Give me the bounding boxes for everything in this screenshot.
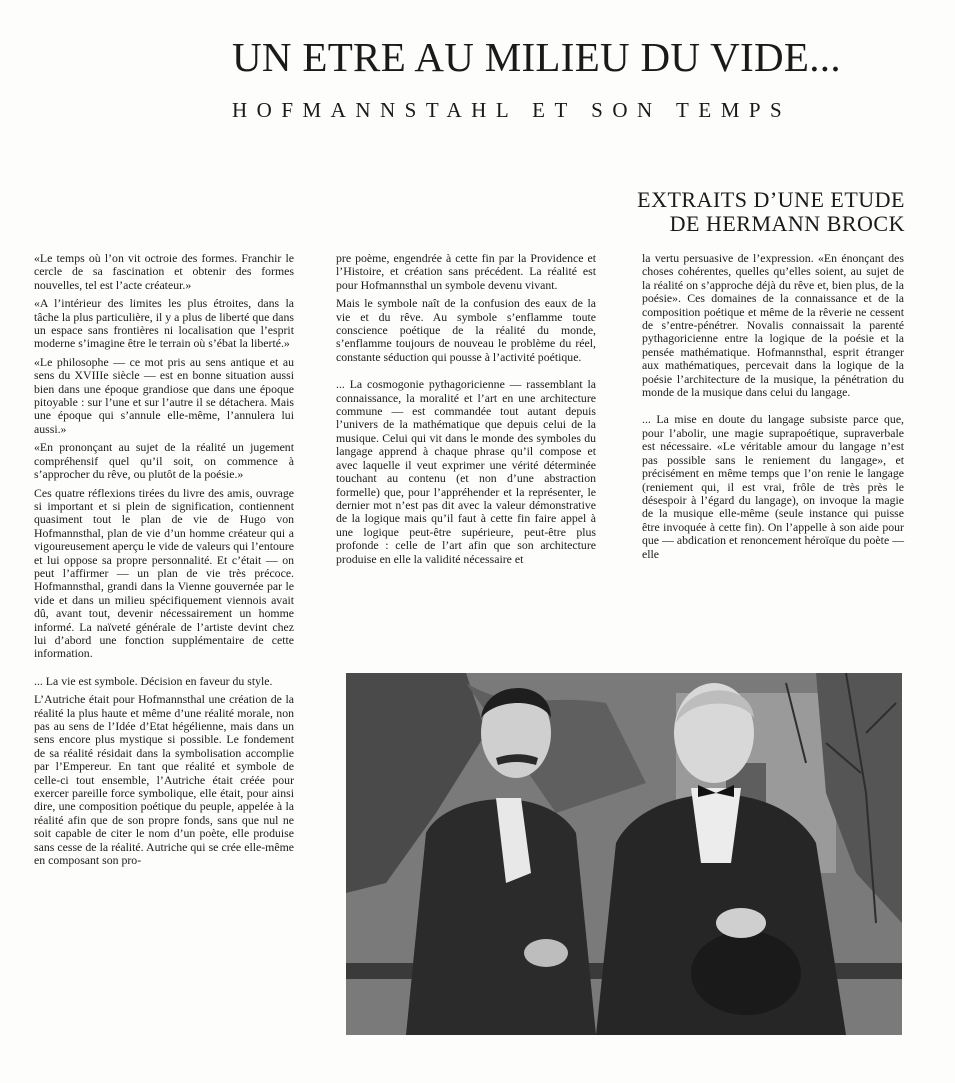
two-men-photograph-icon: [346, 673, 902, 1035]
section-title-line1: EXTRAITS D’UNE ETUDE: [637, 187, 905, 212]
paragraph: la vertu persuasive de l’expression. «En énonçant des choses cohérentes, quelles qu’elles soient, au sujet de la réalité on s’approche déjà du rêve et, bien plus, de la poésie». Ces domaines de la connaissance et de la composition poétique et même de la rêverie ne cessent de s’entre-pénétrer. Novalis connaissait la parenté pythagoricienne entre la logique de la poésie et la pensée mathématique. Hofmannsthal, esprit étranger aux mathématiques, percevait dans la logique de la poésie l’architecture de la musique, la pénétration du monde de la musique dans celui du langage.: [642, 251, 904, 400]
text-column-1: [34, 252, 294, 1052]
paragraph: L’Autriche était pour Hofmannsthal une création de la réalité la plus haute et même d’une réalité morale, non pas au sens de l’Idée d’Etat hégélienne, mais dans un sens encore plus mystique si possible. Le fondement de sa réalité résidait dans la symbolisation accomplie par l’Empereur. En tant que réalité et symbole de celle-ci tout ensemble, l’Autriche était créée pour exercer pareille force symbolique, elle était, pour ainsi dire, une composition poétique du peuple, appelée à la réalité afin que de son propre fonds, sans que nul ne soit capable de citer le nom d’un poète, elle produise sans cesse de la réalité. Autriche qui se crée elle-même en composant son pro-: [34, 692, 294, 868]
paragraph: pre poème, engendrée à cette fin par la Providence et l’Histoire, et création sans précédent. La réalité est pour Hofmannsthal un symbole devenu vivant.: [336, 251, 596, 292]
paragraph: ... La mise en doute du langage subsiste parce que, pour l’abolir, une magie suprapoétique, supraverbale est nécessaire. «Le véritable amour du langage n’est pas possible sans le reniement du langage», et précisément en même temps que l’on renie le langage (reniement qui, il est vrai, frôle de très près le désespoir à l’égard du langage), on invoque la magie de la musique elle-même (seule instance qui puisse être invoquée à cette fin). On l’appelle à son aide pour que — abdication et renoncement héroïque du poète — elle: [642, 412, 904, 561]
paragraph: Mais le symbole naît de la confusion des eaux de la vie et du rêve. Au symbole s’enflamme toute conscience poétique de la réalité du monde, s’enflamme toujours de nouveau le problème du réel, constante séduction qui pousse à l’activité poétique.: [336, 296, 596, 364]
paragraph: «Le philosophe — ce mot pris au sens antique et au sens du XVIIIe siècle — est en bonne situation aussi bien dans une époque grandiose que dans une époque pitoyable : sur l’une et sur l’autre il se détachera. Mais une époque qui s’annule elle-même, l’annulera lui aussi.»: [34, 354, 294, 436]
paragraph: ... La cosmogonie pythagoricienne — rassemblant la connaissance, la moralité et l’art en une architecture commune — est commandée tout autant depuis l’univers de la mathématique que depuis celui de la musique. Celui qui vit dans le monde des symboles du langage apprend à chaque phrase qu’il compose et avec laquelle il veut exprimer une vérité déterminée touchant au contenu (et non d’une abstraction formelle) que, pour l’appréhender et la représenter, le dernier mot n’est pas dit avec la valeur démonstrative de la logique mais qu’il faut à cette fin faire appel à une logique peut-être supérieure, peut-être plus profonde : celle de l’art afin que son architecture produise en elle la validité nécessaire et: [336, 377, 596, 566]
paragraph: «A l’intérieur des limites les plus étroites, dans la tâche la plus particulière, il y a plus de liberté que dans un espace sans frontières ni localisation que l’esprit moderne s’imagine être le terrain où s’ébat la liberté.»: [34, 296, 294, 351]
section-title: [637, 188, 905, 236]
paragraph: Ces quatre réflexions tirées du livre des amis, ouvrage si important et si plein de signification, contiennent quasiment tout le plan de vie de Hugo von Hofmannsthal, plan de vie d’un homme créateur qui a vigoureusement aperçu le vide de valeurs qui l’entoure et lui oppose sa propre personnalité. Et c’était — on peut l’affirmer — un plan de vie très précoce. Hofmannsthal, grandi dans la Vienne gouvernée par le vide et dans un milieu spécifiquement viennois avait dû, avant tout, devenir nécessairement un homme informé. La naïveté générale de l’artiste devint chez lui d’abord une fonction supplémentaire de cette information.: [34, 485, 294, 661]
paragraph: «En prononçant au sujet de la réalité un jugement compréhensif quel qu’il soit, on commence à s’approcher du rêve, ou plutôt de la poésie.»: [34, 440, 294, 482]
paragraph: «Le temps où l’on vit octroie des formes. Franchir le cercle de sa fascination et obtenir des formes nouvelles, tel est l’acte créateur.»: [34, 251, 294, 292]
paragraph: ... La vie est symbole. Décision en faveur du style.: [34, 673, 273, 688]
page-subtitle: HOFMANNSTAHL ET SON TEMPS: [232, 98, 792, 122]
text-column-2: [336, 252, 596, 652]
section-title-line2: DE HERMANN BROCK: [669, 211, 905, 236]
page-title: UN ETRE AU MILIEU DU VIDE...: [232, 34, 841, 80]
text-column-3: [642, 252, 904, 652]
